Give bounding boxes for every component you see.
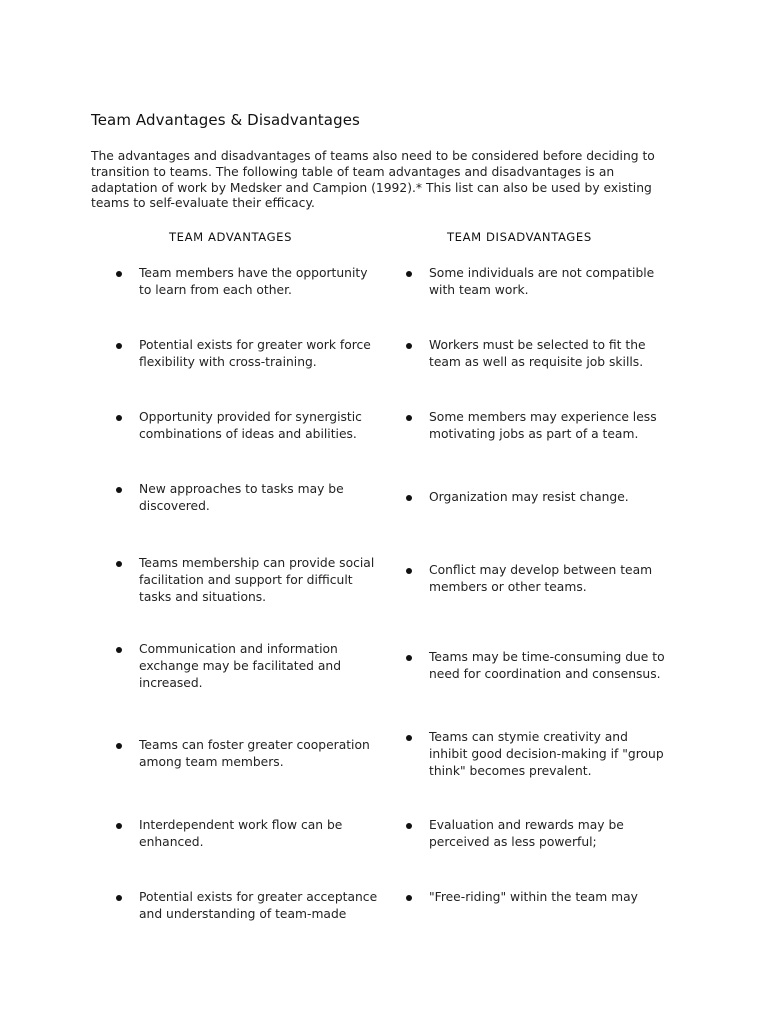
item-text-line: tasks and situations. <box>139 590 267 604</box>
item-text-line: Workers must be selected to fit the <box>429 338 646 352</box>
item-text-line: think" becomes prevalent. <box>429 764 592 778</box>
item-text-line: Evaluation and rewards may be <box>429 818 624 832</box>
intro-paragraph <box>91 149 691 212</box>
bullet-icon <box>406 415 412 421</box>
item-text-line: Potential exists for greater acceptance <box>139 890 378 904</box>
item-text-line: Some individuals are not compatible <box>429 266 655 280</box>
item-text <box>139 409 362 443</box>
item-text-line: perceived as less powerful; <box>429 835 597 849</box>
advantages-header: TEAM ADVANTAGES <box>169 230 293 244</box>
bullet-icon <box>116 823 122 829</box>
item-text-line: "Free-riding" within the team may <box>429 890 638 904</box>
bullet-icon <box>116 343 122 349</box>
item-text <box>429 649 665 683</box>
page-title: Team Advantages & Disadvantages <box>91 111 360 129</box>
item-text-line: Team members have the opportunity <box>139 266 368 280</box>
item-text-line: flexibility with cross-training. <box>139 355 317 369</box>
item-text <box>139 555 374 606</box>
item-text <box>429 562 652 596</box>
item-text-line: Potential exists for greater work force <box>139 338 371 352</box>
item-text-line: enhanced. <box>139 835 204 849</box>
intro-line: The advantages and disadvantages of teams also need to be considered before deciding to <box>91 149 655 163</box>
item-text-line: Conflict may develop between team <box>429 563 653 577</box>
item-text-line: New approaches to tasks may be <box>139 482 344 496</box>
item-text-line: Opportunity provided for synergistic <box>139 410 362 424</box>
item-text-line: Teams may be time-consuming due to <box>429 650 665 664</box>
item-text <box>429 817 624 851</box>
item-text-line: need for coordination and consensus. <box>429 667 661 681</box>
item-text <box>139 641 341 692</box>
bullet-icon <box>406 655 412 661</box>
item-text-line: discovered. <box>139 499 210 513</box>
item-text-line: Teams membership can provide social <box>139 556 375 570</box>
bullet-icon <box>116 415 122 421</box>
item-text-line: with team work. <box>429 283 529 297</box>
item-text-line: increased. <box>139 676 203 690</box>
item-text-line: Interdependent work flow can be <box>139 818 343 832</box>
item-text-line: exchange may be facilitated and <box>139 659 342 673</box>
item-text <box>429 489 629 506</box>
bullet-icon <box>406 735 412 741</box>
item-text <box>429 337 646 371</box>
bullet-icon <box>406 343 412 349</box>
item-text-line: inhibit good decision-making if "group <box>429 747 664 761</box>
item-text <box>429 409 657 443</box>
item-text <box>429 265 654 299</box>
bullet-icon <box>116 647 122 653</box>
item-text <box>139 737 370 771</box>
item-text-line: members or other teams. <box>429 580 587 594</box>
item-text-line: facilitation and support for difficult <box>139 573 353 587</box>
item-text-line: Communication and information <box>139 642 338 656</box>
item-text-line: among team members. <box>139 755 284 769</box>
item-text-line: Teams can foster greater cooperation <box>139 738 370 752</box>
item-text <box>139 337 371 371</box>
bullet-icon <box>116 561 122 567</box>
bullet-icon <box>116 271 122 277</box>
item-text-line: motivating jobs as part of a team. <box>429 427 639 441</box>
item-text <box>139 265 367 299</box>
item-text-line: Organization may resist change. <box>429 490 629 504</box>
item-text-line: to learn from each other. <box>139 283 292 297</box>
item-text <box>429 729 664 780</box>
item-text-line: Teams can stymie creativity and <box>429 730 628 744</box>
item-text <box>139 889 377 923</box>
intro-line: adaptation of work by Medsker and Campion (1992).* This list can also be used by existing <box>91 180 652 195</box>
bullet-icon <box>406 823 412 829</box>
bullet-icon <box>406 568 412 574</box>
intro-line: transition to teams. The following table of team advantages and disadvantages is an <box>91 164 615 179</box>
bullet-icon <box>116 487 122 493</box>
bullet-icon <box>406 495 412 501</box>
bullet-icon <box>406 271 412 277</box>
bullet-icon <box>406 895 412 901</box>
item-text <box>139 817 342 851</box>
intro-line: teams to self-evaluate their efficacy. <box>91 196 315 211</box>
item-text <box>429 889 638 906</box>
item-text-line: and understanding of team-made <box>139 907 347 921</box>
bullet-icon <box>116 895 122 901</box>
item-text-line: Some members may experience less <box>429 410 657 424</box>
item-text <box>139 481 344 515</box>
bullet-icon <box>116 743 122 749</box>
item-text-line: combinations of ideas and abilities. <box>139 427 357 441</box>
item-text-line: team as well as requisite job skills. <box>429 355 644 369</box>
disadvantages-header: TEAM DISADVANTAGES <box>447 230 592 244</box>
